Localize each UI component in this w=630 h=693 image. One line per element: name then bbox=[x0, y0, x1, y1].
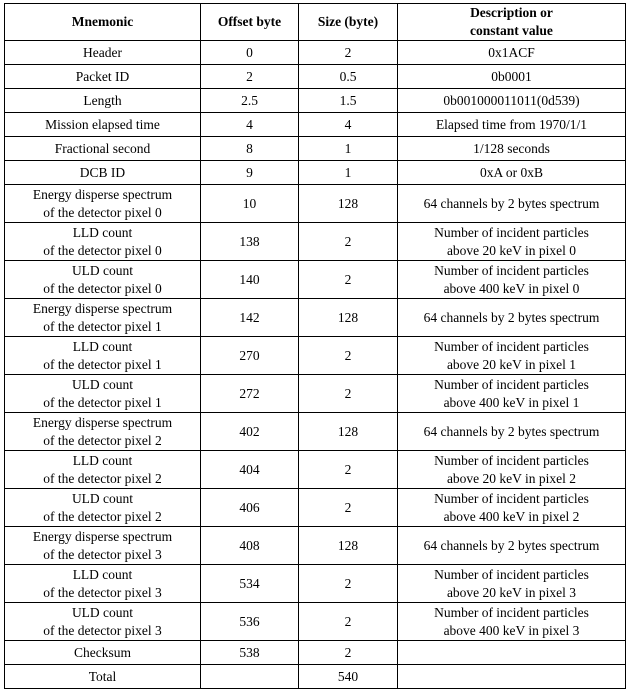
table-row bbox=[5, 299, 626, 337]
cell-description bbox=[398, 665, 626, 689]
cell-offset: 8 bbox=[201, 137, 299, 161]
cell-mnemonic: DCB ID bbox=[5, 161, 201, 185]
cell-mnemonic: Length bbox=[5, 89, 201, 113]
cell-offset: 140 bbox=[201, 261, 299, 299]
table-row bbox=[5, 641, 626, 665]
cell-mnemonic: LLD count of the detector pixel 1 bbox=[5, 337, 201, 375]
cell-description: 0x1ACF bbox=[398, 41, 626, 65]
table-row bbox=[5, 185, 626, 223]
cell-description: Number of incident particles above 20 keV in pixel 0 bbox=[398, 223, 626, 261]
table-row bbox=[5, 113, 626, 137]
cell-mnemonic: Header bbox=[5, 41, 201, 65]
cell-mnemonic: LLD count of the detector pixel 2 bbox=[5, 451, 201, 489]
cell-offset: 142 bbox=[201, 299, 299, 337]
cell-description: Number of incident particles above 20 keV in pixel 2 bbox=[398, 451, 626, 489]
cell-size: 2 bbox=[299, 223, 398, 261]
cell-description: Number of incident particles above 400 keV in pixel 1 bbox=[398, 375, 626, 413]
cell-size: 2 bbox=[299, 565, 398, 603]
cell-offset: 402 bbox=[201, 413, 299, 451]
table-row bbox=[5, 413, 626, 451]
cell-description: 64 channels by 2 bytes spectrum bbox=[398, 413, 626, 451]
cell-mnemonic: ULD count of the detector pixel 3 bbox=[5, 603, 201, 641]
cell-size: 2 bbox=[299, 451, 398, 489]
table-row bbox=[5, 41, 626, 65]
cell-offset: 2.5 bbox=[201, 89, 299, 113]
cell-description: 64 channels by 2 bytes spectrum bbox=[398, 527, 626, 565]
cell-size: 2 bbox=[299, 641, 398, 665]
cell-mnemonic: Energy disperse spectrum of the detector pixel 2 bbox=[5, 413, 201, 451]
cell-size: 2 bbox=[299, 603, 398, 641]
table-row bbox=[5, 375, 626, 413]
table-row bbox=[5, 451, 626, 489]
cell-description: Number of incident particles above 400 keV in pixel 0 bbox=[398, 261, 626, 299]
cell-mnemonic: LLD count of the detector pixel 3 bbox=[5, 565, 201, 603]
cell-size: 1.5 bbox=[299, 89, 398, 113]
cell-mnemonic: Fractional second bbox=[5, 137, 201, 161]
table-row bbox=[5, 137, 626, 161]
cell-description: 0xA or 0xB bbox=[398, 161, 626, 185]
header-offset-byte: Offset byte bbox=[201, 4, 299, 41]
cell-offset: 538 bbox=[201, 641, 299, 665]
cell-offset: 404 bbox=[201, 451, 299, 489]
header-mnemonic: Mnemonic bbox=[5, 4, 201, 41]
table-row bbox=[5, 489, 626, 527]
cell-mnemonic: ULD count of the detector pixel 2 bbox=[5, 489, 201, 527]
cell-size: 540 bbox=[299, 665, 398, 689]
cell-size: 0.5 bbox=[299, 65, 398, 89]
cell-size: 128 bbox=[299, 185, 398, 223]
cell-description: Elapsed time from 1970/1/1 bbox=[398, 113, 626, 137]
cell-mnemonic: Total bbox=[5, 665, 201, 689]
cell-description: 0b001000011011(0d539) bbox=[398, 89, 626, 113]
packet-format-table bbox=[4, 3, 626, 689]
header-size-byte: Size (byte) bbox=[299, 4, 398, 41]
cell-mnemonic: Mission elapsed time bbox=[5, 113, 201, 137]
cell-description: Number of incident particles above 400 keV in pixel 3 bbox=[398, 603, 626, 641]
header-description: Description or constant value bbox=[398, 4, 626, 41]
cell-size: 1 bbox=[299, 137, 398, 161]
cell-offset: 536 bbox=[201, 603, 299, 641]
cell-description: Number of incident particles above 400 keV in pixel 2 bbox=[398, 489, 626, 527]
cell-size: 2 bbox=[299, 375, 398, 413]
cell-offset: 272 bbox=[201, 375, 299, 413]
table-row bbox=[5, 65, 626, 89]
cell-description: 0b0001 bbox=[398, 65, 626, 89]
cell-size: 2 bbox=[299, 337, 398, 375]
cell-offset: 10 bbox=[201, 185, 299, 223]
cell-offset: 2 bbox=[201, 65, 299, 89]
cell-size: 2 bbox=[299, 261, 398, 299]
cell-offset: 534 bbox=[201, 565, 299, 603]
cell-size: 1 bbox=[299, 161, 398, 185]
table-row bbox=[5, 337, 626, 375]
cell-size: 128 bbox=[299, 299, 398, 337]
cell-offset: 270 bbox=[201, 337, 299, 375]
table-row bbox=[5, 261, 626, 299]
cell-mnemonic: ULD count of the detector pixel 1 bbox=[5, 375, 201, 413]
table-header-row bbox=[5, 4, 626, 41]
cell-description: Number of incident particles above 20 keV in pixel 3 bbox=[398, 565, 626, 603]
cell-mnemonic: LLD count of the detector pixel 0 bbox=[5, 223, 201, 261]
cell-offset: 406 bbox=[201, 489, 299, 527]
cell-size: 128 bbox=[299, 413, 398, 451]
cell-offset: 9 bbox=[201, 161, 299, 185]
table-row bbox=[5, 565, 626, 603]
cell-size: 4 bbox=[299, 113, 398, 137]
cell-offset: 138 bbox=[201, 223, 299, 261]
cell-size: 128 bbox=[299, 527, 398, 565]
table-row bbox=[5, 665, 626, 689]
cell-mnemonic: Packet ID bbox=[5, 65, 201, 89]
cell-offset bbox=[201, 665, 299, 689]
cell-offset: 4 bbox=[201, 113, 299, 137]
cell-offset: 0 bbox=[201, 41, 299, 65]
table-row bbox=[5, 603, 626, 641]
cell-description: Number of incident particles above 20 keV in pixel 1 bbox=[398, 337, 626, 375]
table-row bbox=[5, 161, 626, 185]
table-body bbox=[5, 41, 626, 689]
cell-mnemonic: Energy disperse spectrum of the detector pixel 1 bbox=[5, 299, 201, 337]
cell-offset: 408 bbox=[201, 527, 299, 565]
cell-mnemonic: Checksum bbox=[5, 641, 201, 665]
table-row bbox=[5, 223, 626, 261]
cell-mnemonic: Energy disperse spectrum of the detector pixel 0 bbox=[5, 185, 201, 223]
cell-mnemonic: Energy disperse spectrum of the detector pixel 3 bbox=[5, 527, 201, 565]
cell-size: 2 bbox=[299, 41, 398, 65]
cell-size: 2 bbox=[299, 489, 398, 527]
cell-description bbox=[398, 641, 626, 665]
table-row bbox=[5, 527, 626, 565]
cell-description: 64 channels by 2 bytes spectrum bbox=[398, 185, 626, 223]
cell-description: 1/128 seconds bbox=[398, 137, 626, 161]
cell-mnemonic: ULD count of the detector pixel 0 bbox=[5, 261, 201, 299]
cell-description: 64 channels by 2 bytes spectrum bbox=[398, 299, 626, 337]
table-row bbox=[5, 89, 626, 113]
